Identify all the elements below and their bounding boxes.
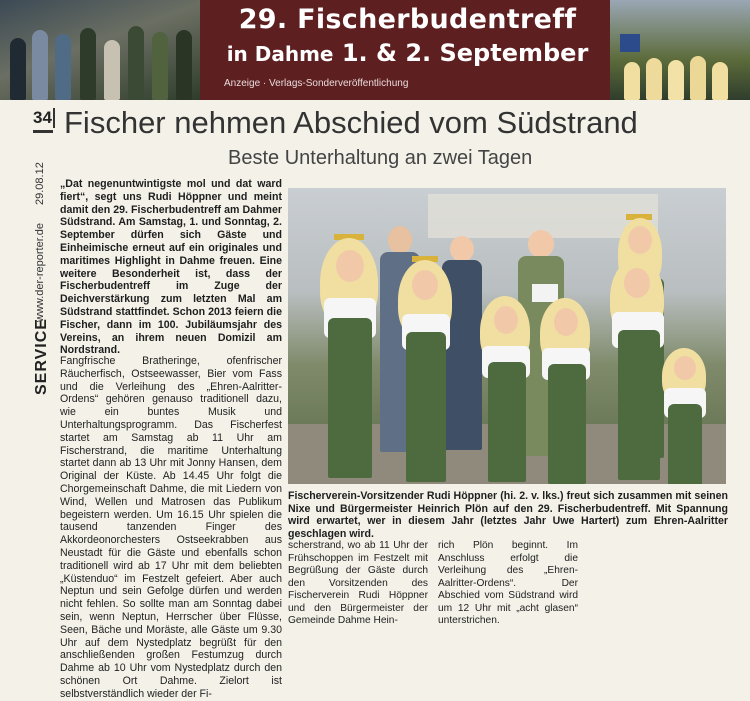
page-number-underline bbox=[33, 130, 53, 133]
article-body-column-3: rich Plön beginnt. Im Anschluss erfolgt die Verleihung des „Ehren-Aalritter-Ordens“. Der Abschied vom Südstrand wird um 12 Uhr mit „acht glasen“ unterstrichen. bbox=[438, 540, 578, 626]
banner-title-line1: 29. Fischerbudentreff bbox=[238, 4, 577, 35]
publisher-website: www.der-reporter.de bbox=[34, 222, 46, 322]
banner-advert-note: Anzeige · Verlags-Sonderveröffentlichung bbox=[224, 78, 409, 89]
photo-caption: Fischerverein-Vorsitzender Rudi Höppner (hi. 2. v. lks.) freut sich zusammen mit seinen Nixe und Bürgermeister Heinrich Plön auf den 29. Fischerbudentreff. Mit Spannung wird erwartet, wer in diesem Jahr (letztes Jahr Uwe Hartert) zum Ehren-Aalritter geschlagen wird. bbox=[288, 490, 728, 540]
article-body-column-1: Fangfrische Bratheringe, ofenfrischer Räucherfisch, Ostseewasser, Bier vom Fass und die Verleihung des „Ehren-Aalritter-Ordens“ gehören genauso traditionell dazu, wie ein buntes Musik und Unterhaltungsprogramm. Das Fischerfest startet am Samstag ab 11 Uhr am Fischerstrand, die maritime Unterhaltung startet dann ab 13 Uhr mit Jonny Hansen, dem Original der Küste. Ab 14.45 Uhr folgt die Chorgemeinschaft Dahme, die mit Liedern von Wind, Wellen und Matrosen das Publikum begeistern werden. Um 16.15 Uhr spielen die tausend tanzenden Finger des Akkordeonorchesters Ostseekrabben aus Neustadt für die Gäste und ebenfalls schon traditionell wird ab 17 Uhr mit dem beliebten „Küstenduo“ im Festzelt gefeiert. Aber auch Neptun und sein Gefolge dürfen und werden nicht fehlen. So sollte man am Sonntag dabei sein, wenn Neptun, Herrscher über Flüsse, Seen, Bäche und Moräste, alle Gäste um 9.30 Uhr auf dem Nystedplatz begrüßt für den anschließenden großen Festumzug durch Dahme ab 10 Uhr vom Nystedplatz durch den schönen Ort Dahme. Zielort ist selbstverständlich wieder der Fi- bbox=[60, 355, 282, 700]
section-label: SERVICE bbox=[33, 318, 50, 395]
banner-title-line2 bbox=[210, 39, 605, 67]
banner-location: in Dahme bbox=[226, 42, 334, 66]
page-number: 34 bbox=[33, 108, 55, 128]
banner-dates: 1. & 2. September bbox=[341, 39, 589, 67]
article-lead: „Dat negenuntwintigste mol und dat ward fiert“, segt uns Rudi Höppner und meint damit den 29. Fischerbudentreff am Dahmer Südstrand. Am Samstag, 1. und Sonntag, 2. September dürfen sich Gäste und Einheimische erneut auf ein originales und maritimes Highlight in Dahme freuen. Eine weitere Besonderheit ist, dass der Fischerbudentreff im Zuge der Deichverstärkung zum letzten Mal am Südstrand stattfindet. Schon 2013 feiern die Fischer, dann im 100. Jubiläumsjahr des Vereins, an ihrem neuen Domizil am Nordstrand. bbox=[60, 178, 282, 357]
issue-date: 29.08.12 bbox=[34, 162, 46, 205]
banner-title bbox=[210, 4, 605, 67]
article-body-column-2: scherstrand, wo ab 11 Uhr der Frühschoppen im Festzelt mit Begrüßung der Gäste durch den Vorsitzenden des Fischerverein Rudi Höppner und den Bürgermeister der Gemeinde Dahme Hein- bbox=[288, 540, 428, 626]
article-subheadline: Beste Unterhaltung an zwei Tagen bbox=[228, 147, 533, 169]
banner-photo-right bbox=[610, 0, 750, 100]
header-banner bbox=[0, 0, 750, 100]
banner-photo-left bbox=[0, 0, 200, 100]
article-headline: Fischer nehmen Abschied vom Südstrand bbox=[64, 105, 638, 140]
article-photo bbox=[288, 188, 726, 484]
